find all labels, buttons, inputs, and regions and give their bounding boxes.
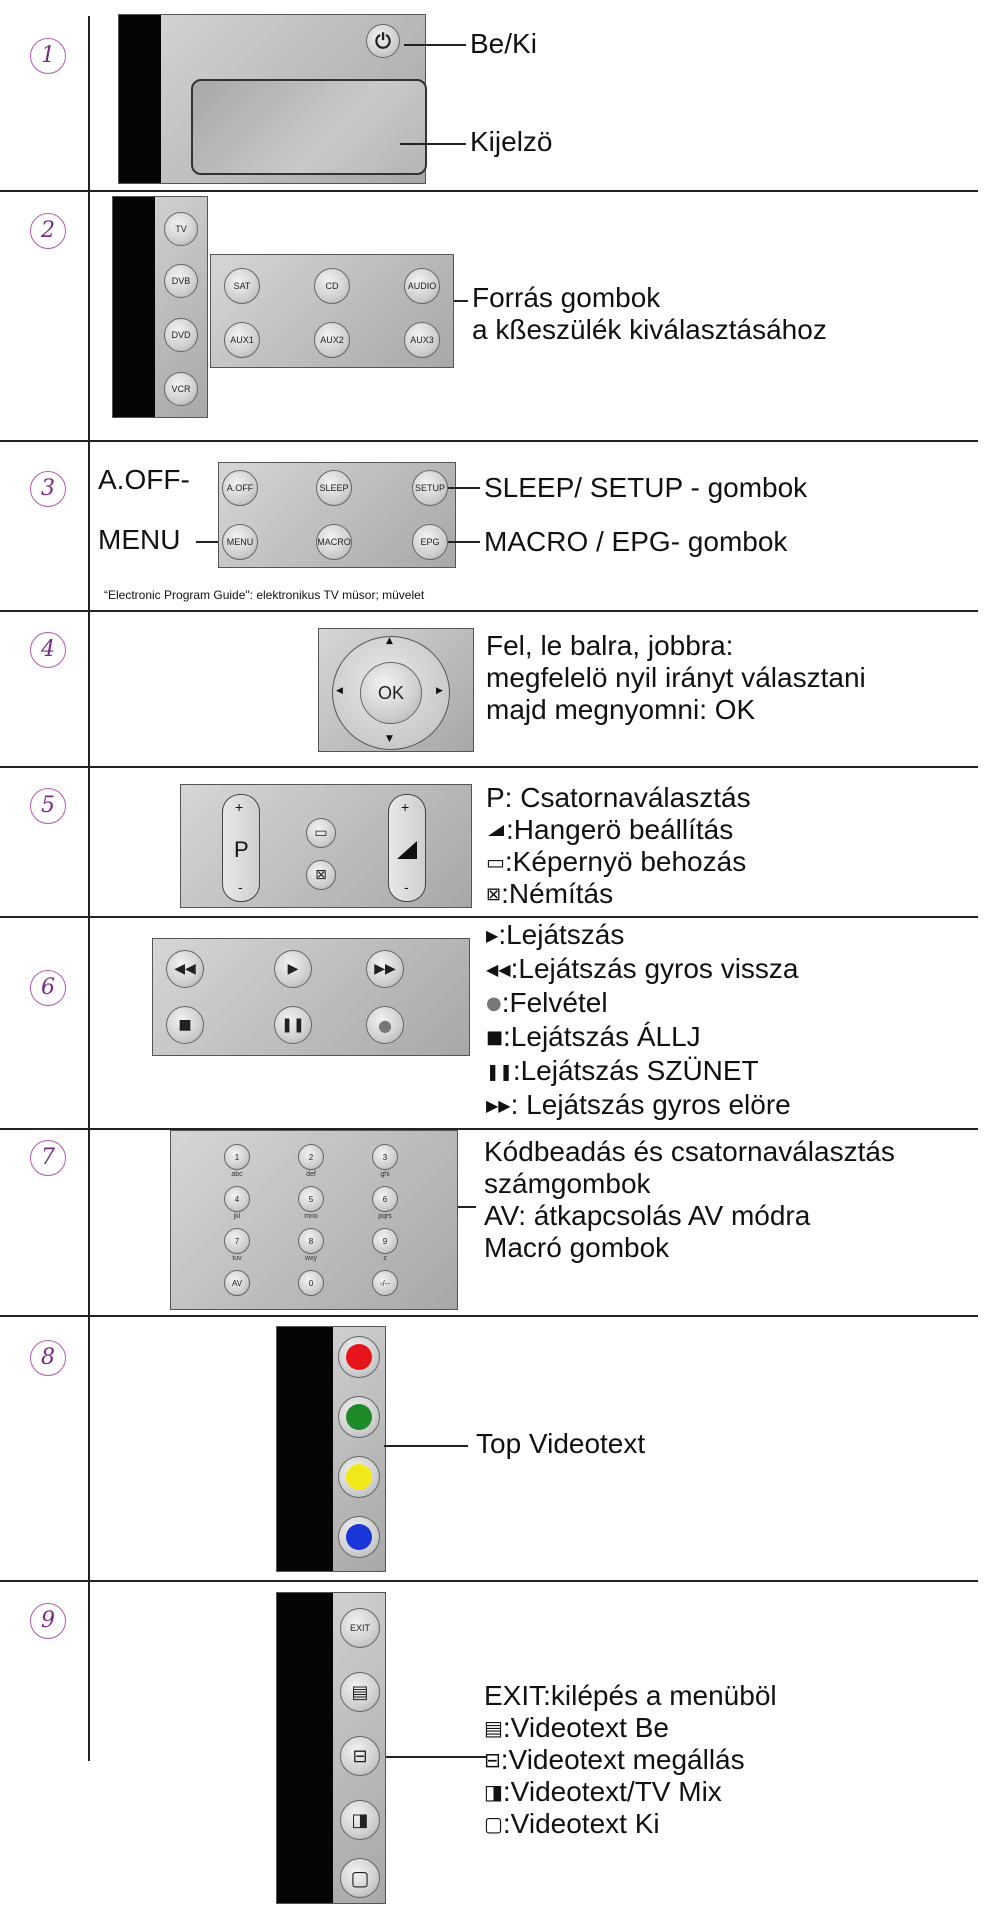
red-key-swatch (346, 1344, 372, 1370)
videotext-on-icon: ▤ (484, 1716, 503, 1740)
nav-line2: megfelelö nyil irányt választani (486, 662, 866, 693)
remote-side-black (277, 1327, 333, 1571)
volume-wedge-icon (486, 823, 506, 837)
cv-line1: P: Csatornaválasztás (486, 782, 751, 813)
numeric-key-letters: tuv (232, 1255, 242, 1262)
numeric-key[interactable]: 4 (224, 1186, 250, 1212)
vt-line5-row (484, 1808, 660, 1840)
keypad-line2: számgombok (484, 1168, 651, 1199)
aux2-source-button[interactable]: AUX2 (314, 322, 350, 358)
top-videotext-label: Top Videotext (476, 1428, 646, 1459)
leader-line (454, 300, 468, 302)
stop-icon: ■ (178, 1017, 192, 1033)
channel-down[interactable]: - (238, 879, 243, 895)
epg-footnote: “Electronic Program Guide": elektronikus TV müsor; müvelet (104, 588, 425, 602)
keypad-line4: Macró gombok (484, 1232, 670, 1263)
ok-button[interactable]: OK (360, 662, 422, 724)
aux3-source-button[interactable]: AUX3 (404, 322, 440, 358)
section-divider (0, 1315, 978, 1317)
remote-side-black (119, 15, 161, 183)
arrow-down-icon[interactable]: ▼ (386, 734, 393, 744)
dvd-source-button[interactable]: DVD (164, 318, 198, 352)
display-label: Kijelzö (470, 126, 553, 157)
rewind-icon: ◀◀ (174, 961, 196, 977)
videotext-on-icon: ▤ (351, 1681, 369, 1703)
aoff-callout: A.OFF- (98, 464, 190, 495)
section-divider (0, 190, 978, 192)
section-number-6: 6 (30, 970, 66, 1006)
tr-line5: :Lejátszás SZÜNET (512, 1055, 759, 1086)
nav-line3: majd megnyomni: OK (486, 694, 756, 725)
power-icon: ⏻ (375, 29, 391, 53)
sleep-button[interactable]: SLEEP (316, 470, 352, 506)
arrow-up-icon[interactable]: ▲ (386, 636, 393, 646)
leader-line (458, 1206, 476, 1208)
tr-line6: : Lejátszás gyros elöre (510, 1089, 791, 1120)
stop-icon: ■ (486, 1026, 504, 1048)
numeric-key[interactable]: 6 (372, 1186, 398, 1212)
cv-line3-row (486, 846, 746, 878)
keypad-line3: AV: átkapcsolás AV módra (484, 1200, 811, 1231)
tr-line3-row (486, 986, 608, 1020)
videotext-off-button[interactable] (340, 1858, 380, 1898)
tr-line3: :Felvétel (501, 987, 608, 1018)
cv-line2-row (486, 814, 733, 846)
play-icon: ▶ (486, 925, 499, 945)
rewind-icon: ◀◀ (486, 959, 511, 979)
display-screen (191, 79, 427, 175)
leader-line (196, 541, 220, 543)
numeric-key-letters: z (383, 1255, 387, 1262)
vt-line1: EXIT:kilépés a menüböl (484, 1680, 777, 1711)
volume-rocker[interactable] (388, 794, 426, 902)
fast-forward-button[interactable] (366, 950, 404, 988)
section-number-8: 8 (30, 1340, 66, 1376)
section-number-9: 9 (30, 1603, 66, 1639)
source-label-line1: Forrás gombok (472, 282, 661, 313)
menu-button[interactable]: MENU (222, 524, 258, 560)
numeric-key[interactable]: 0 (298, 1270, 324, 1296)
numeric-key[interactable]: -/-- (372, 1270, 398, 1296)
record-icon: ● (486, 992, 502, 1014)
numeric-key[interactable]: 3 (372, 1144, 398, 1170)
pause-button[interactable] (274, 1006, 312, 1044)
vt-line2-row (484, 1712, 669, 1744)
blue-key-swatch (346, 1524, 372, 1550)
fast-forward-icon: ▶▶ (374, 961, 396, 977)
screen-icon: ▭ (314, 825, 328, 841)
vt-line3: :Videotext megállás (500, 1744, 745, 1775)
numeric-key-letters: jkl (233, 1213, 241, 1220)
vt-line4: :Videotext/TV Mix (502, 1776, 722, 1807)
dvb-source-button[interactable]: DVB (164, 264, 198, 298)
transport-panel (152, 938, 470, 1056)
videotext-off-icon: ▢ (350, 1866, 370, 1890)
section-number-3: 3 (30, 471, 66, 507)
numeric-key-letters: wxy (304, 1255, 318, 1262)
arrow-left-icon[interactable]: ◀ (336, 686, 343, 696)
numeric-key[interactable]: 7 (224, 1228, 250, 1254)
record-button[interactable] (366, 1006, 404, 1044)
numeric-key[interactable]: 8 (298, 1228, 324, 1254)
source-label-line2: a kßeszülék kiválasztásához (472, 314, 827, 345)
vt-line2: :Videotext Be (502, 1712, 669, 1743)
tr-line2-row (486, 952, 799, 986)
section-number-7: 7 (30, 1140, 66, 1176)
numeric-key-letters: pqrs (378, 1213, 392, 1220)
numeric-key-letters: mno (304, 1213, 318, 1220)
numeric-key-letters: def (306, 1171, 316, 1178)
left-vertical-rule (88, 16, 90, 1761)
green-key-swatch (346, 1404, 372, 1430)
tr-line4-row (486, 1020, 701, 1054)
pause-icon: ❚❚ (281, 1017, 305, 1033)
macro-epg-label: MACRO / EPG- gombok (484, 526, 788, 557)
play-button[interactable] (274, 950, 312, 988)
macro-button[interactable]: MACRO (316, 524, 352, 560)
numeric-key-letters: ghi (380, 1171, 390, 1178)
cv-line4: :Némítás (501, 878, 614, 909)
numeric-key[interactable]: AV (224, 1270, 250, 1296)
section-divider (0, 610, 978, 612)
setup-button[interactable]: SETUP (412, 470, 448, 506)
sat-source-button[interactable]: SAT (224, 268, 260, 304)
videotext-off-icon: ▢ (484, 1812, 503, 1836)
videotext-hold-button[interactable] (340, 1736, 380, 1776)
fast-forward-icon: ▶▶ (486, 1095, 511, 1115)
yellow-key[interactable] (338, 1456, 380, 1498)
remote-side-black (277, 1593, 333, 1903)
videotext-mix-button[interactable] (340, 1800, 380, 1840)
channel-p-label: P (234, 837, 249, 862)
section-divider (0, 440, 978, 442)
rewind-button[interactable] (166, 950, 204, 988)
record-icon: ● (378, 1015, 392, 1035)
tr-line2: :Lejátszás gyros vissza (510, 953, 799, 984)
volume-up[interactable]: + (401, 799, 410, 815)
power-label: Be/Ki (470, 28, 537, 59)
keypad-line1: Kódbeadás és csatornaválasztás (484, 1136, 895, 1167)
nav-line1: Fel, le balra, jobbra: (486, 630, 734, 661)
videotext-on-button[interactable] (340, 1672, 380, 1712)
section-divider (0, 1128, 978, 1130)
leader-line (384, 1445, 468, 1447)
mute-icon: ⊠ (486, 883, 502, 905)
green-key[interactable] (338, 1396, 380, 1438)
epg-button[interactable]: EPG (412, 524, 448, 560)
numeric-key[interactable]: 9 (372, 1228, 398, 1254)
pause-icon: ❚❚ (486, 1061, 513, 1081)
videotext-hold-icon: ⊟ (484, 1748, 501, 1772)
numeric-key[interactable]: 5 (298, 1186, 324, 1212)
section-number-1: 1 (30, 38, 66, 74)
tr-line1: :Lejátszás (498, 919, 625, 950)
section-number-5: 5 (30, 788, 66, 824)
tr-line5-row (486, 1054, 759, 1088)
leader-line (448, 541, 480, 543)
mute-icon: ⊠ (315, 867, 327, 883)
arrow-right-icon[interactable]: ▶ (436, 686, 443, 696)
yellow-key-swatch (346, 1464, 372, 1490)
stop-button[interactable] (166, 1006, 204, 1044)
mute-button[interactable] (306, 860, 336, 890)
numeric-key-letters: abc (231, 1171, 243, 1178)
exit-button[interactable]: EXIT (340, 1608, 380, 1648)
cv-line2: :Hangerö beállítás (506, 814, 734, 845)
vcr-source-button[interactable]: VCR (164, 372, 198, 406)
volume-wedge-icon (395, 839, 419, 861)
volume-down[interactable]: - (404, 879, 409, 895)
leader-line (386, 1756, 486, 1758)
blue-key[interactable] (338, 1516, 380, 1558)
videotext-mix-icon: ◨ (484, 1780, 503, 1804)
remote-side-black (113, 197, 155, 417)
power-button[interactable] (366, 24, 400, 58)
aoff-button[interactable]: A.OFF (222, 470, 258, 506)
leader-line (400, 143, 466, 145)
tr-line6-row (486, 1088, 791, 1122)
screen-button[interactable] (306, 818, 336, 848)
section-number-4: 4 (30, 632, 66, 668)
cv-line4-row (486, 878, 613, 910)
vt-line3-row (484, 1744, 745, 1776)
screen-icon: ▭ (486, 850, 505, 874)
sleep-setup-label: SLEEP/ SETUP - gombok (484, 472, 808, 503)
menu-callout: MENU (98, 524, 181, 555)
tr-line1-row (486, 918, 624, 952)
tr-line4: :Lejátszás ÁLLJ (503, 1021, 701, 1052)
aux1-source-button[interactable]: AUX1 (224, 322, 260, 358)
videotext-hold-icon: ⊟ (352, 1745, 368, 1767)
leader-line (448, 487, 480, 489)
tv-source-button[interactable]: TV (164, 212, 198, 246)
vt-line5: :Videotext Ki (502, 1808, 660, 1839)
numeric-key[interactable]: 1 (224, 1144, 250, 1170)
channel-up[interactable]: + (235, 799, 244, 815)
vt-line4-row (484, 1776, 722, 1808)
videotext-mix-icon: ◨ (351, 1809, 369, 1831)
channel-rocker[interactable] (222, 794, 260, 902)
numeric-key[interactable]: 2 (298, 1144, 324, 1170)
audio-source-button[interactable]: AUDIO (404, 268, 440, 304)
cv-line3: :Képernyö behozás (504, 846, 747, 877)
red-key[interactable] (338, 1336, 380, 1378)
cd-source-button[interactable]: CD (314, 268, 350, 304)
play-icon: ▶ (287, 961, 299, 977)
leader-line (404, 44, 466, 46)
section-divider (0, 766, 978, 768)
section-number-2: 2 (30, 213, 66, 249)
section-divider (0, 1580, 978, 1582)
